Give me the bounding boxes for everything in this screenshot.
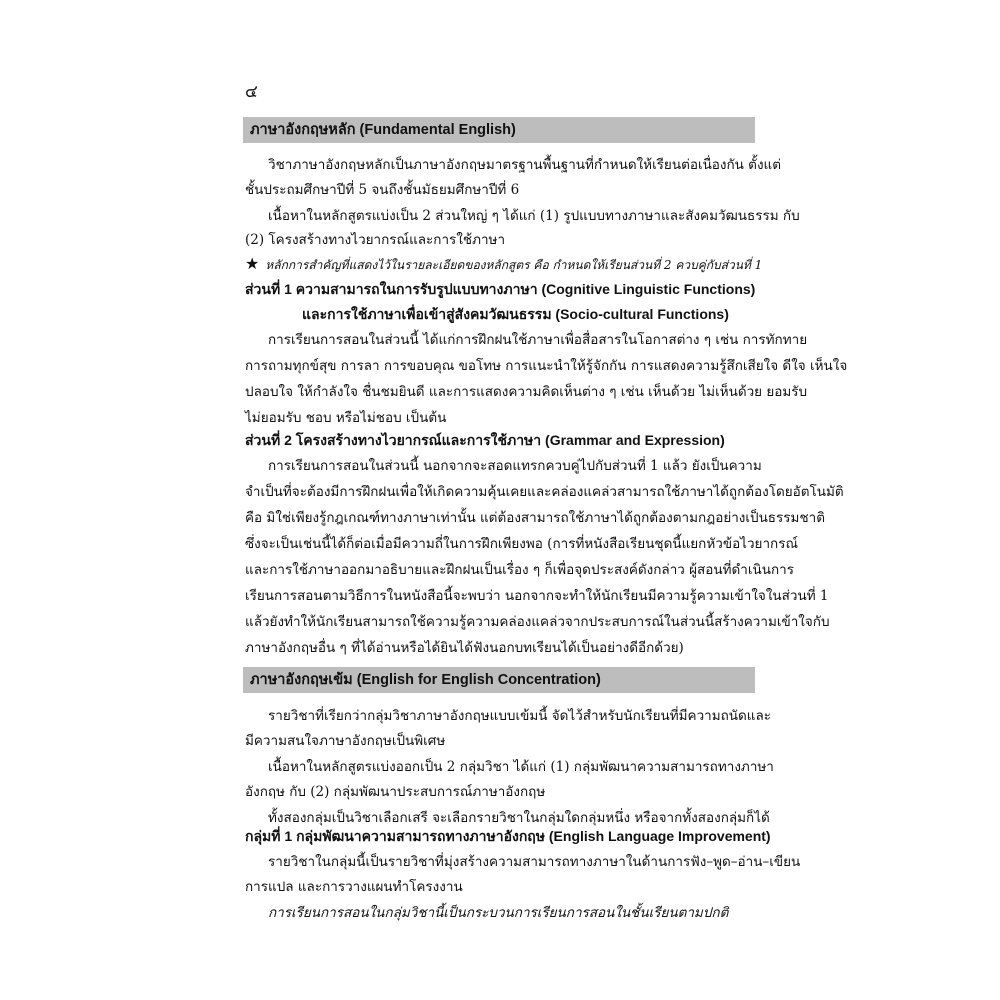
star-icon: ★ xyxy=(245,254,260,273)
paragraph-line: เรียนการสอนตามวิธีการในหนังสือนี้จะพบว่า นอกจากจะทำให้นักเรียนมีความรู้ความเข้าใจในส่วนที่ 1 xyxy=(245,588,829,604)
paragraph-line: อังกฤษ กับ (2) กลุ่มพัฒนาประสบการณ์ภาษาอังกฤษ xyxy=(245,784,546,800)
paragraph-line: ซึ่งจะเป็นเช่นนี้ได้ก็ต่อเมื่อมีความถี่ในการฝึกเพียงพอ (การที่หนังสือเรียนชุดนี้แยกหัวข้อไวยากรณ์ xyxy=(245,536,798,552)
paragraph-line: การเรียนการสอนในส่วนนี้ ได้แก่การฝึกฝนใช้ภาษาเพื่อสื่อสารในโอกาสต่าง ๆ เช่น การทักทาย xyxy=(268,332,808,348)
paragraph-line: มีความสนใจภาษาอังกฤษเป็นพิเศษ xyxy=(245,733,446,749)
paragraph-line: เนื้อหาในหลักสูตรแบ่งออกเป็น 2 กลุ่มวิชา ได้แก่ (1) กลุ่มพัฒนาความสามารถทางภาษา xyxy=(268,759,774,775)
paragraph-line: ปลอบใจ ให้กำลังใจ ชื่นชมยินดี และการแสดงความคิดเห็นต่าง ๆ เช่น เห็นด้วย ไม่เห็นด้วย ยอมรับ xyxy=(245,384,808,400)
note-text: หลักการสำคัญที่แสดงไว้ในรายละเอียดของหลักสูตร คือ กำหนดให้เรียนส่วนที่ 2 ควบคู่กับส่วนที่ 1 xyxy=(265,258,763,272)
paragraph-line: จำเป็นที่จะต้องมีการฝึกฝนเพื่อให้เกิดความคุ้นเคยและคล่องแคล่วสามารถใช้ภาษาได้ถูกต้องโดยอัตโนมัติ xyxy=(245,484,844,500)
paragraph-line: รายวิชาที่เรียกว่ากลุ่มวิชาภาษาอังกฤษแบบเข้มนี้ จัดไว้สำหรับนักเรียนที่มีความถนัดและ xyxy=(268,708,772,724)
part2-heading: ส่วนที่ 2 โครงสร้างทางไวยากรณ์และการใช้ภาษา (Grammar and Expression) xyxy=(245,432,725,448)
page-number: ๔ xyxy=(245,82,258,102)
paragraph-line: รายวิชาในกลุ่มนี้เป็นรายวิชาที่มุ่งสร้างความสามารถทางภาษาในด้านการฟัง–พูด–อ่าน–เขียน xyxy=(268,854,801,870)
paragraph-line: เนื้อหาในหลักสูตรแบ่งเป็น 2 ส่วนใหญ่ ๆ ได้แก่ (1) รูปแบบทางภาษาและสังคมวัฒนธรรม กับ xyxy=(268,208,800,224)
paragraph-line: การเรียนการสอนในส่วนนี้ นอกจากจะสอดแทรกควบคู่ไปกับส่วนที่ 1 แล้ว ยังเป็นความ xyxy=(268,458,762,474)
paragraph-line: วิชาภาษาอังกฤษหลักเป็นภาษาอังกฤษมาตรฐานพื้นฐานที่กำหนดให้เรียนต่อเนื่องกัน ตั้งแต่ xyxy=(268,157,782,173)
group1-note: การเรียนการสอนในกลุ่มวิชานี้เป็นกระบวนการเรียนการสอนในชั้นเรียนตามปกติ xyxy=(268,905,729,921)
group1-heading: กลุ่มที่ 1 กลุ่มพัฒนาความสามารถทางภาษาอังกฤษ (English Language Improvement) xyxy=(245,828,771,844)
paragraph-line: ไม่ยอมรับ ชอบ หรือไม่ชอบ เป็นต้น xyxy=(245,410,447,426)
part1-heading-cont: และการใช้ภาษาเพื่อเข้าสู่สังคมวัฒนธรรม (Socio-cultural Functions) xyxy=(302,306,729,322)
paragraph-line: คือ มิใช่เพียงรู้กฎเกณฑ์ทางภาษาเท่านั้น แต่ต้องสามารถใช้ภาษาได้ถูกต้องตามกฎอย่างเป็นธรรมชาติ xyxy=(245,510,825,526)
section-heading-fundamental-english: ภาษาอังกฤษหลัก (Fundamental English) xyxy=(243,117,755,143)
paragraph-line: การแปล และการวางแผนทำโครงงาน xyxy=(245,879,463,895)
paragraph-line: (2) โครงสร้างทางไวยากรณ์และการใช้ภาษา xyxy=(245,232,506,248)
paragraph-line: และการใช้ภาษาออกมาอธิบายและฝึกฝนเป็นเรื่อง ๆ ก็เพื่อจุดประสงค์ดังกล่าว ผู้สอนที่ดำเนินการ xyxy=(245,562,794,578)
paragraph-line: ชั้นประถมศึกษาปีที่ 5 จนถึงชั้นมัธยมศึกษาปีที่ 6 xyxy=(245,182,520,198)
note-line xyxy=(245,254,763,275)
paragraph-line: ภาษาอังกฤษอื่น ๆ ที่ได้อ่านหรือได้ยินได้ฟังนอกบทเรียนได้เป็นอย่างดีอีกด้วย) xyxy=(245,640,684,656)
paragraph-line: การถามทุกข์สุข การลา การขอบคุณ ขอโทษ การแนะนำให้รู้จักกัน การแสดงความรู้สึกเสียใจ ดีใจ เห็นใจ xyxy=(245,358,848,374)
paragraph-line: ทั้งสองกลุ่มเป็นวิชาเลือกเสรี จะเลือกรายวิชาในกลุ่มใดกลุ่มหนึ่ง หรือจากทั้งสองกลุ่มก็ได้ xyxy=(268,810,770,826)
part1-heading: ส่วนที่ 1 ความสามารถในการรับรูปแบบทางภาษา (Cognitive Linguistic Functions) xyxy=(245,281,756,297)
paragraph-line: แล้วยังทำให้นักเรียนสามารถใช้ความรู้ความคล่องแคล่วจากประสบการณ์ในส่วนนี้สร้างความเข้าใจกับ xyxy=(245,614,830,630)
section-heading-english-concentration: ภาษาอังกฤษเข้ม (English for English Concentration) xyxy=(243,667,755,693)
